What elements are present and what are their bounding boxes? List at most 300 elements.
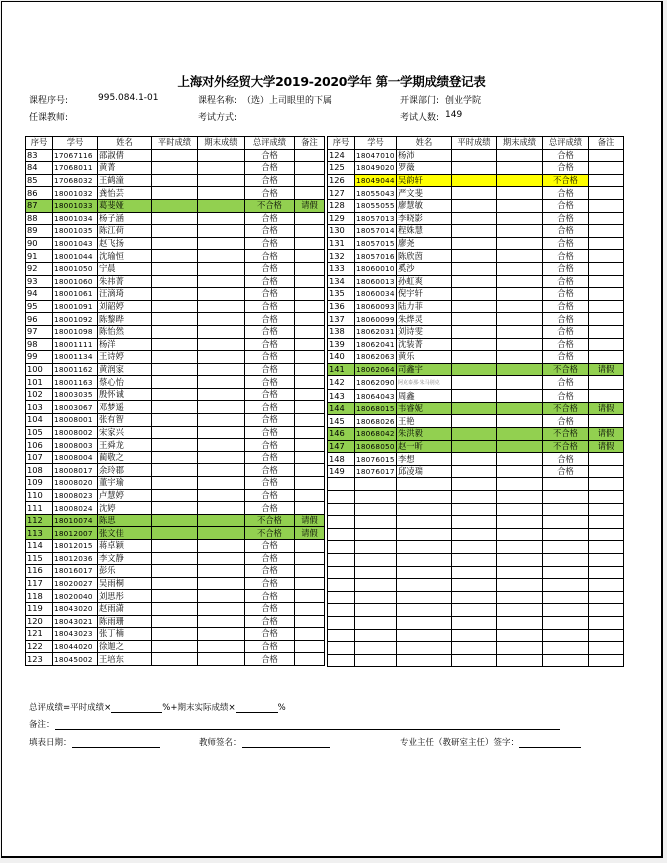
final-score-cell[interactable]	[198, 552, 245, 565]
regular-score-cell[interactable]	[452, 174, 497, 187]
student-id: 18001061	[53, 288, 98, 301]
total-score: 合格	[245, 414, 295, 427]
table-row	[26, 540, 325, 553]
regular-score-cell[interactable]	[152, 325, 198, 338]
student-id: 18062063	[356, 352, 395, 362]
final-score-cell[interactable]	[497, 478, 543, 491]
final-score-cell[interactable]	[198, 514, 245, 527]
final-score-cell[interactable]	[198, 300, 245, 313]
regular-score-cell[interactable]	[452, 351, 497, 364]
final-score-cell[interactable]	[198, 540, 245, 553]
final-score-cell[interactable]	[198, 325, 245, 338]
formula-part-a: 总评成绩=平时成绩×	[29, 703, 112, 713]
final-score-cell[interactable]	[497, 162, 543, 175]
total-score: 合格	[245, 401, 295, 414]
total-score: 不合格	[543, 428, 589, 441]
empty-row	[328, 554, 624, 567]
note	[295, 300, 325, 313]
regular-score-cell[interactable]	[452, 338, 497, 351]
regular-score-cell[interactable]	[152, 477, 198, 490]
final-score-cell[interactable]	[198, 653, 245, 666]
final-score-cell[interactable]	[198, 628, 245, 641]
total-score: 合格	[245, 577, 295, 590]
regular-score-cell[interactable]	[152, 351, 198, 364]
student-name: 罗薇	[397, 162, 452, 175]
table-row	[26, 552, 325, 565]
header-no: 序号	[26, 137, 53, 150]
final-score-cell[interactable]	[497, 566, 543, 579]
regular-score-cell[interactable]	[452, 300, 497, 313]
regular-score-cell[interactable]	[152, 376, 198, 389]
student-id: 18049020	[356, 163, 395, 173]
student-name	[397, 591, 452, 604]
regular-score-cell[interactable]	[152, 262, 198, 275]
final-score-cell[interactable]	[497, 591, 543, 604]
final-score-cell[interactable]	[198, 162, 245, 175]
regular-score-cell[interactable]	[152, 363, 198, 376]
final-score-cell[interactable]	[497, 453, 543, 466]
header-note: 备注	[295, 137, 325, 150]
student-id: 18043020	[53, 602, 98, 615]
final-score-cell[interactable]	[198, 640, 245, 653]
regular-score-cell[interactable]	[152, 199, 198, 212]
final-score-cell[interactable]	[497, 428, 543, 441]
final-score-cell[interactable]	[497, 300, 543, 313]
regular-score-cell[interactable]	[452, 390, 497, 403]
regular-score-cell[interactable]	[152, 388, 198, 401]
row-no: 88	[26, 212, 53, 225]
note	[589, 491, 624, 504]
final-score-cell[interactable]	[497, 528, 543, 541]
table-row	[328, 300, 624, 313]
row-no: 137	[328, 313, 355, 326]
table-row	[26, 376, 325, 389]
student-id: 18001163	[53, 376, 98, 389]
row-no: 126	[328, 174, 355, 187]
note	[295, 477, 325, 490]
final-score-cell[interactable]	[497, 390, 543, 403]
regular-score-cell[interactable]	[452, 503, 497, 516]
final-score-cell[interactable]	[198, 439, 245, 452]
final-score-cell[interactable]	[497, 541, 543, 554]
regular-score-cell[interactable]	[452, 465, 497, 478]
student-id: 18008003	[53, 439, 98, 452]
final-score-cell[interactable]	[497, 351, 543, 364]
student-name-small: 阿克泰那·朱马别克	[398, 380, 440, 387]
row-no: 128	[328, 199, 355, 212]
student-id: 18001111	[53, 338, 98, 351]
final-score-cell[interactable]	[497, 288, 543, 301]
student-id: 18001091	[53, 300, 98, 313]
note	[589, 338, 624, 351]
regular-score-cell[interactable]	[152, 162, 198, 175]
regular-score-cell[interactable]	[452, 642, 497, 655]
final-score-cell[interactable]	[497, 465, 543, 478]
total-score: 合格	[245, 338, 295, 351]
final-score-cell[interactable]	[198, 577, 245, 590]
student-id: 18008004	[53, 451, 98, 464]
note	[589, 376, 624, 390]
note	[295, 565, 325, 578]
header-total-score: 总评成绩	[543, 137, 589, 150]
regular-score-cell[interactable]	[452, 288, 497, 301]
regular-weight-blank[interactable]	[111, 704, 162, 713]
student-name: 沈瑜恒	[98, 250, 152, 263]
student-id: 18060099	[356, 314, 395, 324]
regular-score-cell[interactable]	[152, 552, 198, 565]
regular-score-cell[interactable]	[152, 451, 198, 464]
final-score-cell[interactable]	[497, 250, 543, 263]
student-name	[397, 376, 452, 390]
student-id: 18001034	[53, 212, 98, 225]
header-name: 姓名	[397, 137, 452, 150]
total-score: 合格	[245, 363, 295, 376]
regular-score-cell[interactable]	[452, 149, 497, 162]
student-id: 18001092	[53, 313, 98, 326]
student-name: 陆力菲	[397, 300, 452, 313]
regular-score-cell[interactable]	[152, 628, 198, 641]
regular-score-cell[interactable]	[152, 527, 198, 540]
row-no: 101	[26, 376, 53, 389]
student-name: 张文佳	[98, 527, 152, 540]
row-no: 145	[328, 415, 355, 428]
regular-score-cell[interactable]	[152, 187, 198, 200]
final-score-cell[interactable]	[198, 590, 245, 603]
student-name: 杨子涵	[98, 212, 152, 225]
row-no: 106	[26, 439, 53, 452]
student-name: 陈欣茵	[397, 250, 452, 263]
student-name: 孙虹爽	[397, 275, 452, 288]
regular-score-cell[interactable]	[152, 149, 198, 162]
final-score-cell[interactable]	[497, 262, 543, 275]
table-row	[26, 477, 325, 490]
row-no: 138	[328, 325, 355, 338]
regular-score-cell[interactable]	[152, 414, 198, 427]
regular-score-cell[interactable]	[452, 566, 497, 579]
note	[295, 325, 325, 338]
total-score: 合格	[543, 262, 589, 275]
date-blank[interactable]	[72, 739, 160, 748]
final-score-cell[interactable]	[198, 212, 245, 225]
final-score-cell[interactable]	[198, 275, 245, 288]
final-score-cell[interactable]	[497, 642, 543, 655]
regular-score-cell[interactable]	[452, 604, 497, 617]
final-score-cell[interactable]	[198, 351, 245, 364]
final-score-cell[interactable]	[198, 288, 245, 301]
note	[589, 654, 624, 667]
final-score-cell[interactable]	[497, 376, 543, 390]
teacher-sign-blank[interactable]	[242, 739, 330, 748]
regular-score-cell[interactable]	[452, 162, 497, 175]
regular-score-cell[interactable]	[452, 428, 497, 441]
final-score-cell[interactable]	[497, 313, 543, 326]
regular-score-cell[interactable]	[152, 640, 198, 653]
final-score-cell[interactable]	[497, 579, 543, 592]
regular-score-cell[interactable]	[152, 514, 198, 527]
note: 请假	[589, 440, 624, 453]
final-score-cell[interactable]	[198, 376, 245, 389]
final-score-cell[interactable]	[198, 602, 245, 615]
student-id: 18044020	[53, 640, 98, 653]
final-score-cell[interactable]	[198, 250, 245, 263]
director-sign-blank[interactable]	[519, 739, 581, 748]
regular-score-cell[interactable]	[152, 565, 198, 578]
student-name: 朱烨灵	[397, 313, 452, 326]
regular-score-cell[interactable]	[152, 275, 198, 288]
regular-score-cell[interactable]	[152, 401, 198, 414]
table-row	[328, 440, 624, 453]
final-score-cell[interactable]	[198, 262, 245, 275]
final-score-cell[interactable]	[497, 440, 543, 453]
note	[589, 162, 624, 175]
final-score-cell[interactable]	[198, 388, 245, 401]
regular-score-cell[interactable]	[452, 478, 497, 491]
final-score-cell[interactable]	[497, 212, 543, 225]
final-score-cell[interactable]	[497, 604, 543, 617]
regular-score-cell[interactable]	[152, 489, 198, 502]
note	[295, 225, 325, 238]
total-score	[543, 642, 589, 655]
final-score-cell[interactable]	[198, 237, 245, 250]
final-score-cell[interactable]	[497, 415, 543, 428]
regular-score-cell[interactable]	[452, 376, 497, 390]
regular-score-cell[interactable]	[152, 250, 198, 263]
regular-score-cell[interactable]	[152, 300, 198, 313]
row-no	[328, 579, 355, 592]
table-row	[26, 212, 325, 225]
final-score-cell[interactable]	[198, 174, 245, 187]
row-no: 96	[26, 313, 53, 326]
regular-score-cell[interactable]	[452, 402, 497, 415]
regular-score-cell[interactable]	[452, 415, 497, 428]
row-no	[328, 541, 355, 554]
regular-score-cell[interactable]	[452, 453, 497, 466]
final-score-cell[interactable]	[198, 401, 245, 414]
regular-score-cell[interactable]	[152, 426, 198, 439]
regular-score-cell[interactable]	[452, 591, 497, 604]
final-score-cell[interactable]	[497, 225, 543, 238]
regular-score-cell[interactable]	[152, 653, 198, 666]
note	[295, 262, 325, 275]
regular-score-cell[interactable]	[152, 237, 198, 250]
final-score-cell[interactable]	[198, 414, 245, 427]
note	[589, 503, 624, 516]
regular-score-cell[interactable]	[152, 212, 198, 225]
regular-score-cell[interactable]	[452, 541, 497, 554]
final-score-cell[interactable]	[198, 426, 245, 439]
final-score-cell[interactable]	[497, 174, 543, 187]
regular-score-cell[interactable]	[152, 502, 198, 515]
regular-score-cell[interactable]	[452, 554, 497, 567]
regular-score-cell[interactable]	[452, 187, 497, 200]
regular-score-cell[interactable]	[452, 579, 497, 592]
table-row	[26, 187, 325, 200]
table-row	[26, 199, 325, 212]
regular-score-cell[interactable]	[152, 590, 198, 603]
student-id: 18001060	[53, 275, 98, 288]
final-weight-blank[interactable]	[236, 704, 278, 713]
final-score-cell[interactable]	[198, 489, 245, 502]
remark-blank[interactable]	[55, 721, 560, 730]
total-score: 合格	[543, 465, 589, 478]
regular-score-cell[interactable]	[452, 212, 497, 225]
regular-score-cell[interactable]	[452, 262, 497, 275]
final-score-cell[interactable]	[497, 503, 543, 516]
student-id: 18060034	[356, 289, 395, 299]
table-row	[26, 527, 325, 540]
student-id	[355, 541, 397, 554]
note	[295, 212, 325, 225]
note	[589, 541, 624, 554]
final-score-cell[interactable]	[198, 225, 245, 238]
regular-score-cell[interactable]	[152, 313, 198, 326]
teacher-sign-label: 教师签名：	[199, 738, 242, 748]
header-regular-score: 平时成绩	[152, 137, 198, 150]
table-row	[328, 351, 624, 364]
final-score-cell[interactable]	[497, 237, 543, 250]
student-id: 18016017	[53, 565, 98, 578]
regular-score-cell[interactable]	[452, 363, 497, 376]
regular-score-cell[interactable]	[152, 174, 198, 187]
total-score: 合格	[245, 250, 295, 263]
row-no: 132	[328, 250, 355, 263]
note	[589, 174, 624, 187]
regular-score-cell[interactable]	[452, 275, 497, 288]
regular-score-cell[interactable]	[452, 528, 497, 541]
note	[589, 300, 624, 313]
student-id: 18020040	[53, 590, 98, 603]
final-score-cell[interactable]	[497, 187, 543, 200]
final-score-cell[interactable]	[198, 451, 245, 464]
final-score-cell[interactable]	[198, 565, 245, 578]
total-score: 合格	[245, 477, 295, 490]
total-score: 合格	[543, 187, 589, 200]
note	[589, 629, 624, 642]
row-no: 149	[328, 465, 355, 478]
total-score: 合格	[245, 489, 295, 502]
final-score-cell[interactable]	[497, 275, 543, 288]
regular-score-cell[interactable]	[452, 313, 497, 326]
student-id: 18068026	[356, 416, 395, 426]
note	[295, 577, 325, 590]
final-score-cell[interactable]	[497, 554, 543, 567]
final-score-cell[interactable]	[198, 187, 245, 200]
regular-score-cell[interactable]	[452, 491, 497, 504]
student-name: 刘诗雯	[397, 325, 452, 338]
final-score-cell[interactable]	[198, 149, 245, 162]
final-score-cell[interactable]	[198, 527, 245, 540]
total-score	[543, 554, 589, 567]
student-name: 王培东	[98, 653, 152, 666]
remark-line	[29, 718, 560, 730]
final-score-cell[interactable]	[497, 616, 543, 629]
note	[295, 388, 325, 401]
final-score-cell[interactable]	[497, 629, 543, 642]
teacher-label: 任课教师:	[29, 113, 69, 123]
total-score: 合格	[245, 237, 295, 250]
total-score: 合格	[543, 199, 589, 212]
total-score: 合格	[245, 225, 295, 238]
row-no: 89	[26, 225, 53, 238]
student-id: 18068015	[356, 404, 395, 414]
final-score-cell[interactable]	[198, 464, 245, 477]
final-score-cell[interactable]	[497, 363, 543, 376]
row-no: 117	[26, 577, 53, 590]
header-note: 备注	[589, 137, 624, 150]
final-score-cell[interactable]	[198, 338, 245, 351]
row-no	[328, 654, 355, 667]
note	[295, 275, 325, 288]
student-name: 李晓影	[397, 212, 452, 225]
final-score-cell[interactable]	[497, 149, 543, 162]
student-id	[355, 478, 397, 491]
regular-score-cell[interactable]	[452, 516, 497, 529]
header-row	[328, 137, 624, 150]
final-score-cell[interactable]	[497, 516, 543, 529]
regular-score-cell[interactable]	[152, 439, 198, 452]
final-score-cell[interactable]	[198, 363, 245, 376]
regular-score-cell[interactable]	[452, 629, 497, 642]
final-score-cell[interactable]	[198, 477, 245, 490]
final-score-cell[interactable]	[497, 338, 543, 351]
table-row	[328, 212, 624, 225]
regular-score-cell[interactable]	[452, 616, 497, 629]
regular-score-cell[interactable]	[152, 338, 198, 351]
student-name	[397, 528, 452, 541]
regular-score-cell[interactable]	[152, 540, 198, 553]
header-no: 序号	[328, 137, 355, 150]
final-score-cell[interactable]	[497, 199, 543, 212]
total-score: 合格	[543, 237, 589, 250]
regular-score-cell[interactable]	[452, 250, 497, 263]
row-no	[328, 629, 355, 642]
table-row	[328, 313, 624, 326]
row-no: 125	[328, 162, 355, 175]
final-score-cell[interactable]	[497, 325, 543, 338]
final-score-cell[interactable]	[198, 199, 245, 212]
student-id: 18049044	[356, 176, 395, 186]
student-name: 刘韶婷	[98, 300, 152, 313]
regular-score-cell[interactable]	[452, 199, 497, 212]
student-name: 王鹤潼	[98, 174, 152, 187]
regular-score-cell[interactable]	[152, 225, 198, 238]
final-score-cell[interactable]	[497, 491, 543, 504]
table-row	[26, 162, 325, 175]
regular-score-cell[interactable]	[152, 464, 198, 477]
final-score-cell[interactable]	[198, 502, 245, 515]
regular-score-cell[interactable]	[452, 225, 497, 238]
exam-method-label: 考试方式:	[198, 113, 238, 123]
regular-score-cell[interactable]	[152, 288, 198, 301]
final-score-cell[interactable]	[497, 402, 543, 415]
regular-score-cell[interactable]	[452, 325, 497, 338]
empty-row	[328, 541, 624, 554]
regular-score-cell[interactable]	[452, 654, 497, 667]
total-score: 合格	[245, 351, 295, 364]
row-no: 148	[328, 453, 355, 466]
regular-score-cell[interactable]	[452, 237, 497, 250]
final-score-cell[interactable]	[497, 654, 543, 667]
final-score-cell[interactable]	[198, 313, 245, 326]
regular-score-cell[interactable]	[452, 440, 497, 453]
table-row	[26, 615, 325, 628]
table-row	[26, 502, 325, 515]
regular-score-cell[interactable]	[152, 577, 198, 590]
regular-score-cell[interactable]	[152, 602, 198, 615]
regular-score-cell[interactable]	[152, 615, 198, 628]
table-row	[26, 489, 325, 502]
final-score-cell[interactable]	[198, 615, 245, 628]
